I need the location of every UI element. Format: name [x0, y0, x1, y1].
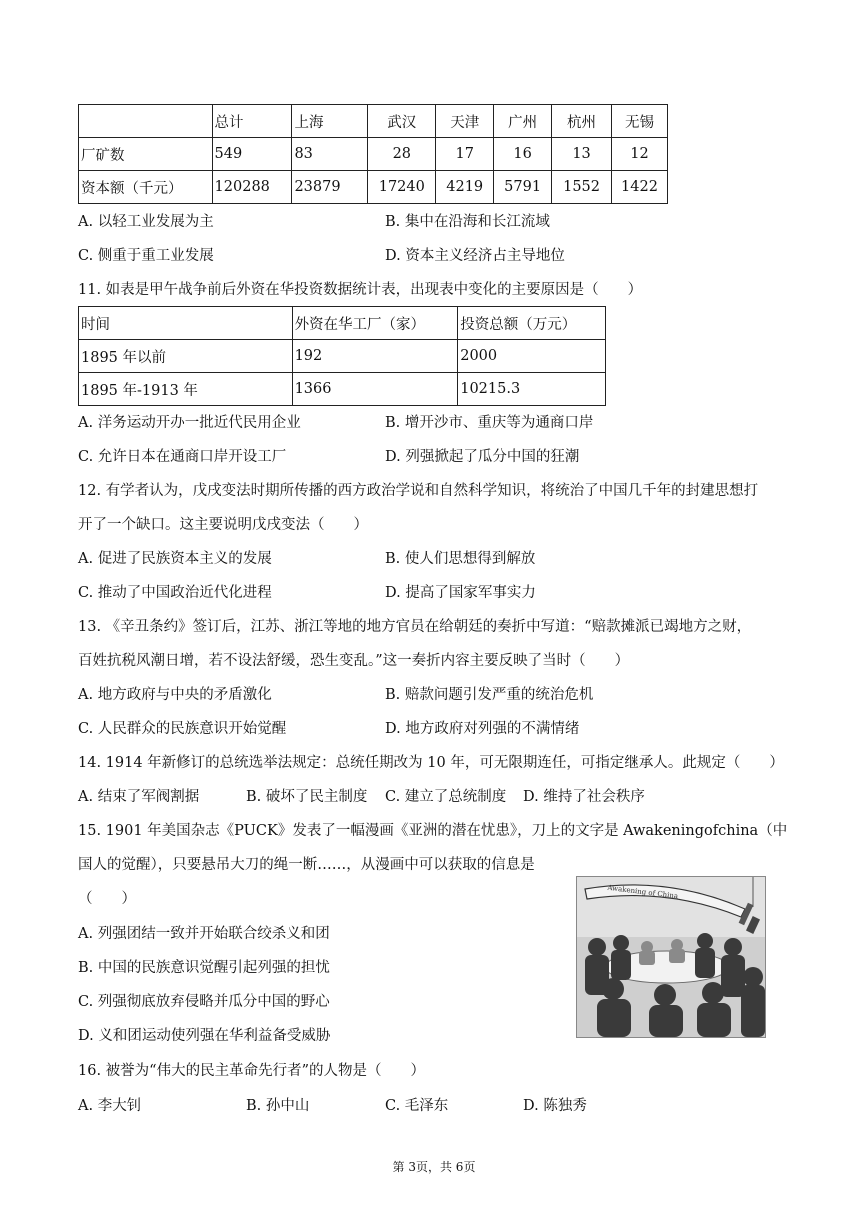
- table-cell: 17240: [368, 171, 436, 204]
- q10-option-d: D. 资本主义经济占主导地位: [385, 248, 565, 264]
- table-cell: 外资在华工厂（家）: [292, 307, 458, 340]
- table-cell: 1422: [612, 171, 668, 204]
- q13-stem-line1: 13. 《辛丑条约》签订后，江苏、浙江等地的地方官员在给朝廷的奏折中写道：“赔款摊派已竭地方之财，: [78, 619, 752, 635]
- table-header-row: [79, 307, 606, 340]
- table-cell: 549: [212, 138, 292, 171]
- q13-stem-line2: 百姓抗税风潮日增，若不设法舒缓，恐生变乱。”这一奏折内容主要反映了当时（ ）: [78, 653, 630, 669]
- q16-option-b: B. 孙中山: [246, 1098, 310, 1114]
- foreign-investment-table: [78, 306, 606, 406]
- page-footer: 第 3页，共 6页: [392, 1160, 476, 1174]
- q13-option-a: A. 地方政府与中央的矛盾激化: [78, 687, 272, 703]
- table-row: [79, 373, 606, 406]
- table-row: [79, 340, 606, 373]
- table-cell: 1366: [292, 373, 458, 406]
- table-cell: 1895 年以前: [79, 340, 293, 373]
- q12-option-d: D. 提高了国家军事实力: [385, 585, 536, 601]
- q12-option-c: C. 推动了中国政治近代化进程: [78, 585, 272, 601]
- q16-option-d: D. 陈独秀: [523, 1098, 587, 1114]
- factory-capital-table: [78, 104, 668, 204]
- table-cell: 13: [552, 138, 612, 171]
- q10-option-b: B. 集中在沿海和长江流域: [385, 214, 550, 230]
- q15-stem-line3: （ ）: [78, 891, 136, 907]
- table-cell: 192: [292, 340, 458, 373]
- table-cell: 无锡: [612, 105, 668, 138]
- q16-stem: 16. 被誉为“伟大的民主革命先行者”的人物是（ ）: [78, 1063, 425, 1079]
- q15-option-d: D. 义和团运动使列强在华利益备受威胁: [78, 1028, 331, 1044]
- table-cell: 4219: [436, 171, 494, 204]
- table-cell: 天津: [436, 105, 494, 138]
- q11-option-b: B. 增开沙市、重庆等为通商口岸: [385, 415, 594, 431]
- table-row: [79, 138, 668, 171]
- table-cell: 厂矿数: [79, 138, 213, 171]
- table-cell: 83: [292, 138, 368, 171]
- q14-option-b: B. 破坏了民主制度: [246, 789, 368, 805]
- q15-option-a: A. 列强团结一致并开始联合绞杀义和团: [78, 926, 330, 942]
- q15-option-c: C. 列强彻底放弃侵略并瓜分中国的野心: [78, 994, 330, 1010]
- q11-option-c: C. 允许日本在通商口岸开设工厂: [78, 449, 287, 465]
- q10-option-c: C. 侧重于重工业发展: [78, 248, 214, 264]
- q10-option-a: A. 以轻工业发展为主: [78, 214, 214, 230]
- table-header-row: [79, 105, 668, 138]
- table-cell: 12: [612, 138, 668, 171]
- table-cell: 23879: [292, 171, 368, 204]
- table-cell: 5791: [494, 171, 552, 204]
- q12-option-b: B. 使人们思想得到解放: [385, 551, 536, 567]
- q13-option-d: D. 地方政府对列强的不满情绪: [385, 721, 580, 737]
- table-cell: 16: [494, 138, 552, 171]
- table-cell: 1552: [552, 171, 612, 204]
- table-cell: 广州: [494, 105, 552, 138]
- table-cell: 10215.3: [458, 373, 606, 406]
- table-cell: 120288: [212, 171, 292, 204]
- q14-stem: 14. 1914 年新修订的总统选举法规定：总统任期改为 10 年，可无限期连任，可指定继承人。此规定（ ）: [78, 755, 784, 771]
- table-cell: 28: [368, 138, 436, 171]
- q12-option-a: A. 促进了民族资本主义的发展: [78, 551, 272, 567]
- table-cell: 1895 年-1913 年: [79, 373, 293, 406]
- q13-option-b: B. 赔款问题引发严重的统治危机: [385, 687, 594, 703]
- table-cell: 2000: [458, 340, 606, 373]
- table-cell: 17: [436, 138, 494, 171]
- q11-stem: 11. 如表是甲午战争前后外资在华投资数据统计表，出现表中变化的主要原因是（ ）: [78, 282, 643, 298]
- cartoon-illustration: [577, 877, 765, 1037]
- table-cell: 资本额（千元）: [79, 171, 213, 204]
- q15-stem-line2: 国人的觉醒），只要悬吊大刀的绳一断……，从漫画中可以获取的信息是: [78, 857, 535, 873]
- table-cell: 总计: [212, 105, 292, 138]
- q16-option-a: A. 李大钊: [78, 1098, 142, 1114]
- table-cell: 杭州: [552, 105, 612, 138]
- table-cell: 投资总额（万元）: [458, 307, 606, 340]
- q15-option-b: B. 中国的民族意识觉醒引起列强的担忧: [78, 960, 330, 976]
- table-cell: 时间: [79, 307, 293, 340]
- q12-stem-line1: 12. 有学者认为，戊戌变法时期所传播的西方政治学说和自然科学知识，将统治了中国几千年的封建思想打: [78, 483, 759, 499]
- puck-cartoon-image: [576, 876, 766, 1038]
- table-cell: [79, 105, 213, 138]
- q12-stem-line2: 开了一个缺口。这主要说明戊戌变法（ ）: [78, 517, 368, 533]
- q14-option-d: D. 维持了社会秩序: [523, 789, 645, 805]
- table-row: [79, 171, 668, 204]
- q11-option-d: D. 列强掀起了瓜分中国的狂潮: [385, 449, 580, 465]
- q16-option-c: C. 毛泽东: [385, 1098, 449, 1114]
- q11-option-a: A. 洋务运动开办一批近代民用企业: [78, 415, 301, 431]
- q14-option-a: A. 结束了军阀割据: [78, 789, 200, 805]
- table-cell: 上海: [292, 105, 368, 138]
- q13-option-c: C. 人民群众的民族意识开始觉醒: [78, 721, 287, 737]
- blade-inscription: Awakening of China: [606, 883, 679, 901]
- q14-option-c: C. 建立了总统制度: [385, 789, 507, 805]
- table-cell: 武汉: [368, 105, 436, 138]
- q15-stem-line1: 15. 1901 年美国杂志《PUCK》发表了一幅漫画《亚洲的潜在忧患》，刀上的文字是 Awakeningofchina（中: [78, 823, 788, 839]
